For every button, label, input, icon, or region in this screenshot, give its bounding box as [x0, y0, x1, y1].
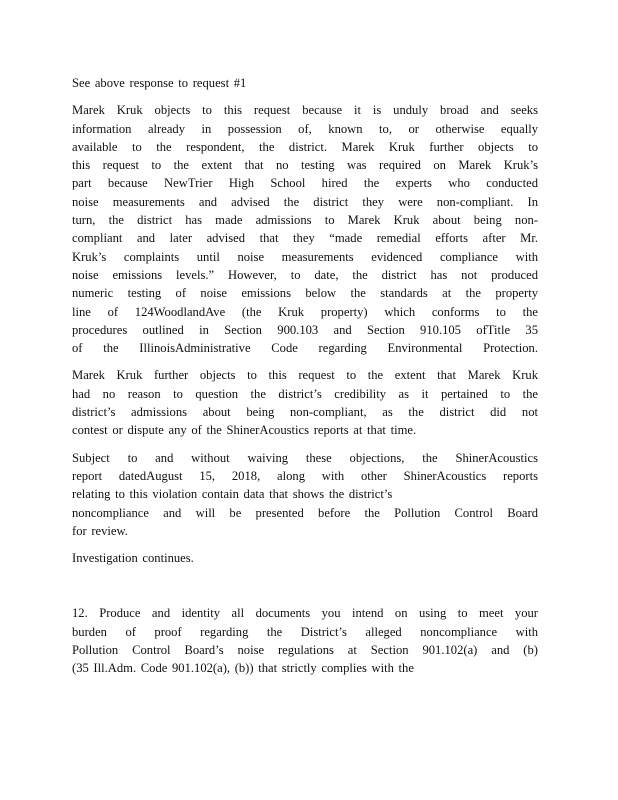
text-line: compliant and later advised that they “made remedial efforts after Mr.	[72, 231, 538, 246]
intro-line	[72, 74, 538, 92]
text-line: available to the respondent, the district. Marek Kruk further objects to	[72, 139, 538, 154]
objection-paragraph-1	[72, 101, 538, 357]
text-line: Pollution Control Board’s noise regulations at Section 901.102(a) and (b)	[72, 643, 538, 658]
text-line: relating to this violation contain data that shows the district’s	[72, 487, 393, 502]
subject-to-paragraph	[72, 449, 538, 540]
document-page	[72, 74, 538, 678]
text-line: had no reason to question the district’s credibility as it pertained to the	[72, 386, 538, 401]
text-line: noncompliance and will be presented before the Pollution Control Board	[72, 505, 538, 520]
text-line: procedures outlined in Section 900.103 and Section 910.105 ofTitle 35	[72, 322, 538, 337]
text-line: See above response to request #1	[72, 76, 247, 90]
text-line: (35 Ill.Adm. Code 901.102(a), (b)) that strictly complies with the	[72, 661, 414, 676]
text-line: Marek Kruk objects to this request because it is unduly broad and seeks	[72, 103, 538, 118]
text-line: noise emissions levels.” However, to date, the district has not produced	[72, 267, 538, 282]
text-line: contest or dispute any of the ShinerAcoustics reports at that time.	[72, 423, 417, 438]
text-line: report datedAugust 15, 2018, along with other ShinerAcoustics reports	[72, 468, 538, 483]
text-line: 12. Produce and identity all documents you intend on using to meet your	[72, 606, 538, 621]
text-line: of the IllinoisAdministrative Code regarding Environmental Protection.	[72, 341, 538, 356]
objection-paragraph-2	[72, 366, 538, 439]
text-line: Subject to and without waiving these objections, the ShinerAcoustics	[72, 450, 538, 465]
status-line	[72, 549, 538, 567]
request-12-paragraph	[72, 604, 538, 677]
text-line: turn, the district has made admissions to Marek Kruk about being non-	[72, 213, 538, 228]
text-line: for review.	[72, 523, 128, 538]
text-line: Investigation continues.	[72, 551, 194, 566]
text-line: numeric testing of noise emissions below the standards at the property	[72, 286, 538, 301]
text-line: district’s admissions about being non-compliant, as the district did not	[72, 405, 538, 420]
text-line: Marek Kruk further objects to this request to the extent that Marek Kruk	[72, 368, 538, 383]
text-line: Kruk’s complaints until noise measurements evidenced compliance with	[72, 249, 538, 264]
text-line: information already in possession of, known to, or otherwise equally	[72, 121, 538, 136]
text-line: burden of proof regarding the District’s alleged noncompliance with	[72, 624, 538, 639]
text-line: part because NewTrier High School hired the experts who conducted	[72, 176, 538, 191]
text-line: this request to the extent that no testing was required on Marek Kruk’s	[72, 158, 538, 173]
text-line: noise measurements and advised the district they were non-compliant. In	[72, 194, 538, 209]
text-line: line of 124WoodlandAve (the Kruk property) which conforms to the	[72, 304, 538, 319]
